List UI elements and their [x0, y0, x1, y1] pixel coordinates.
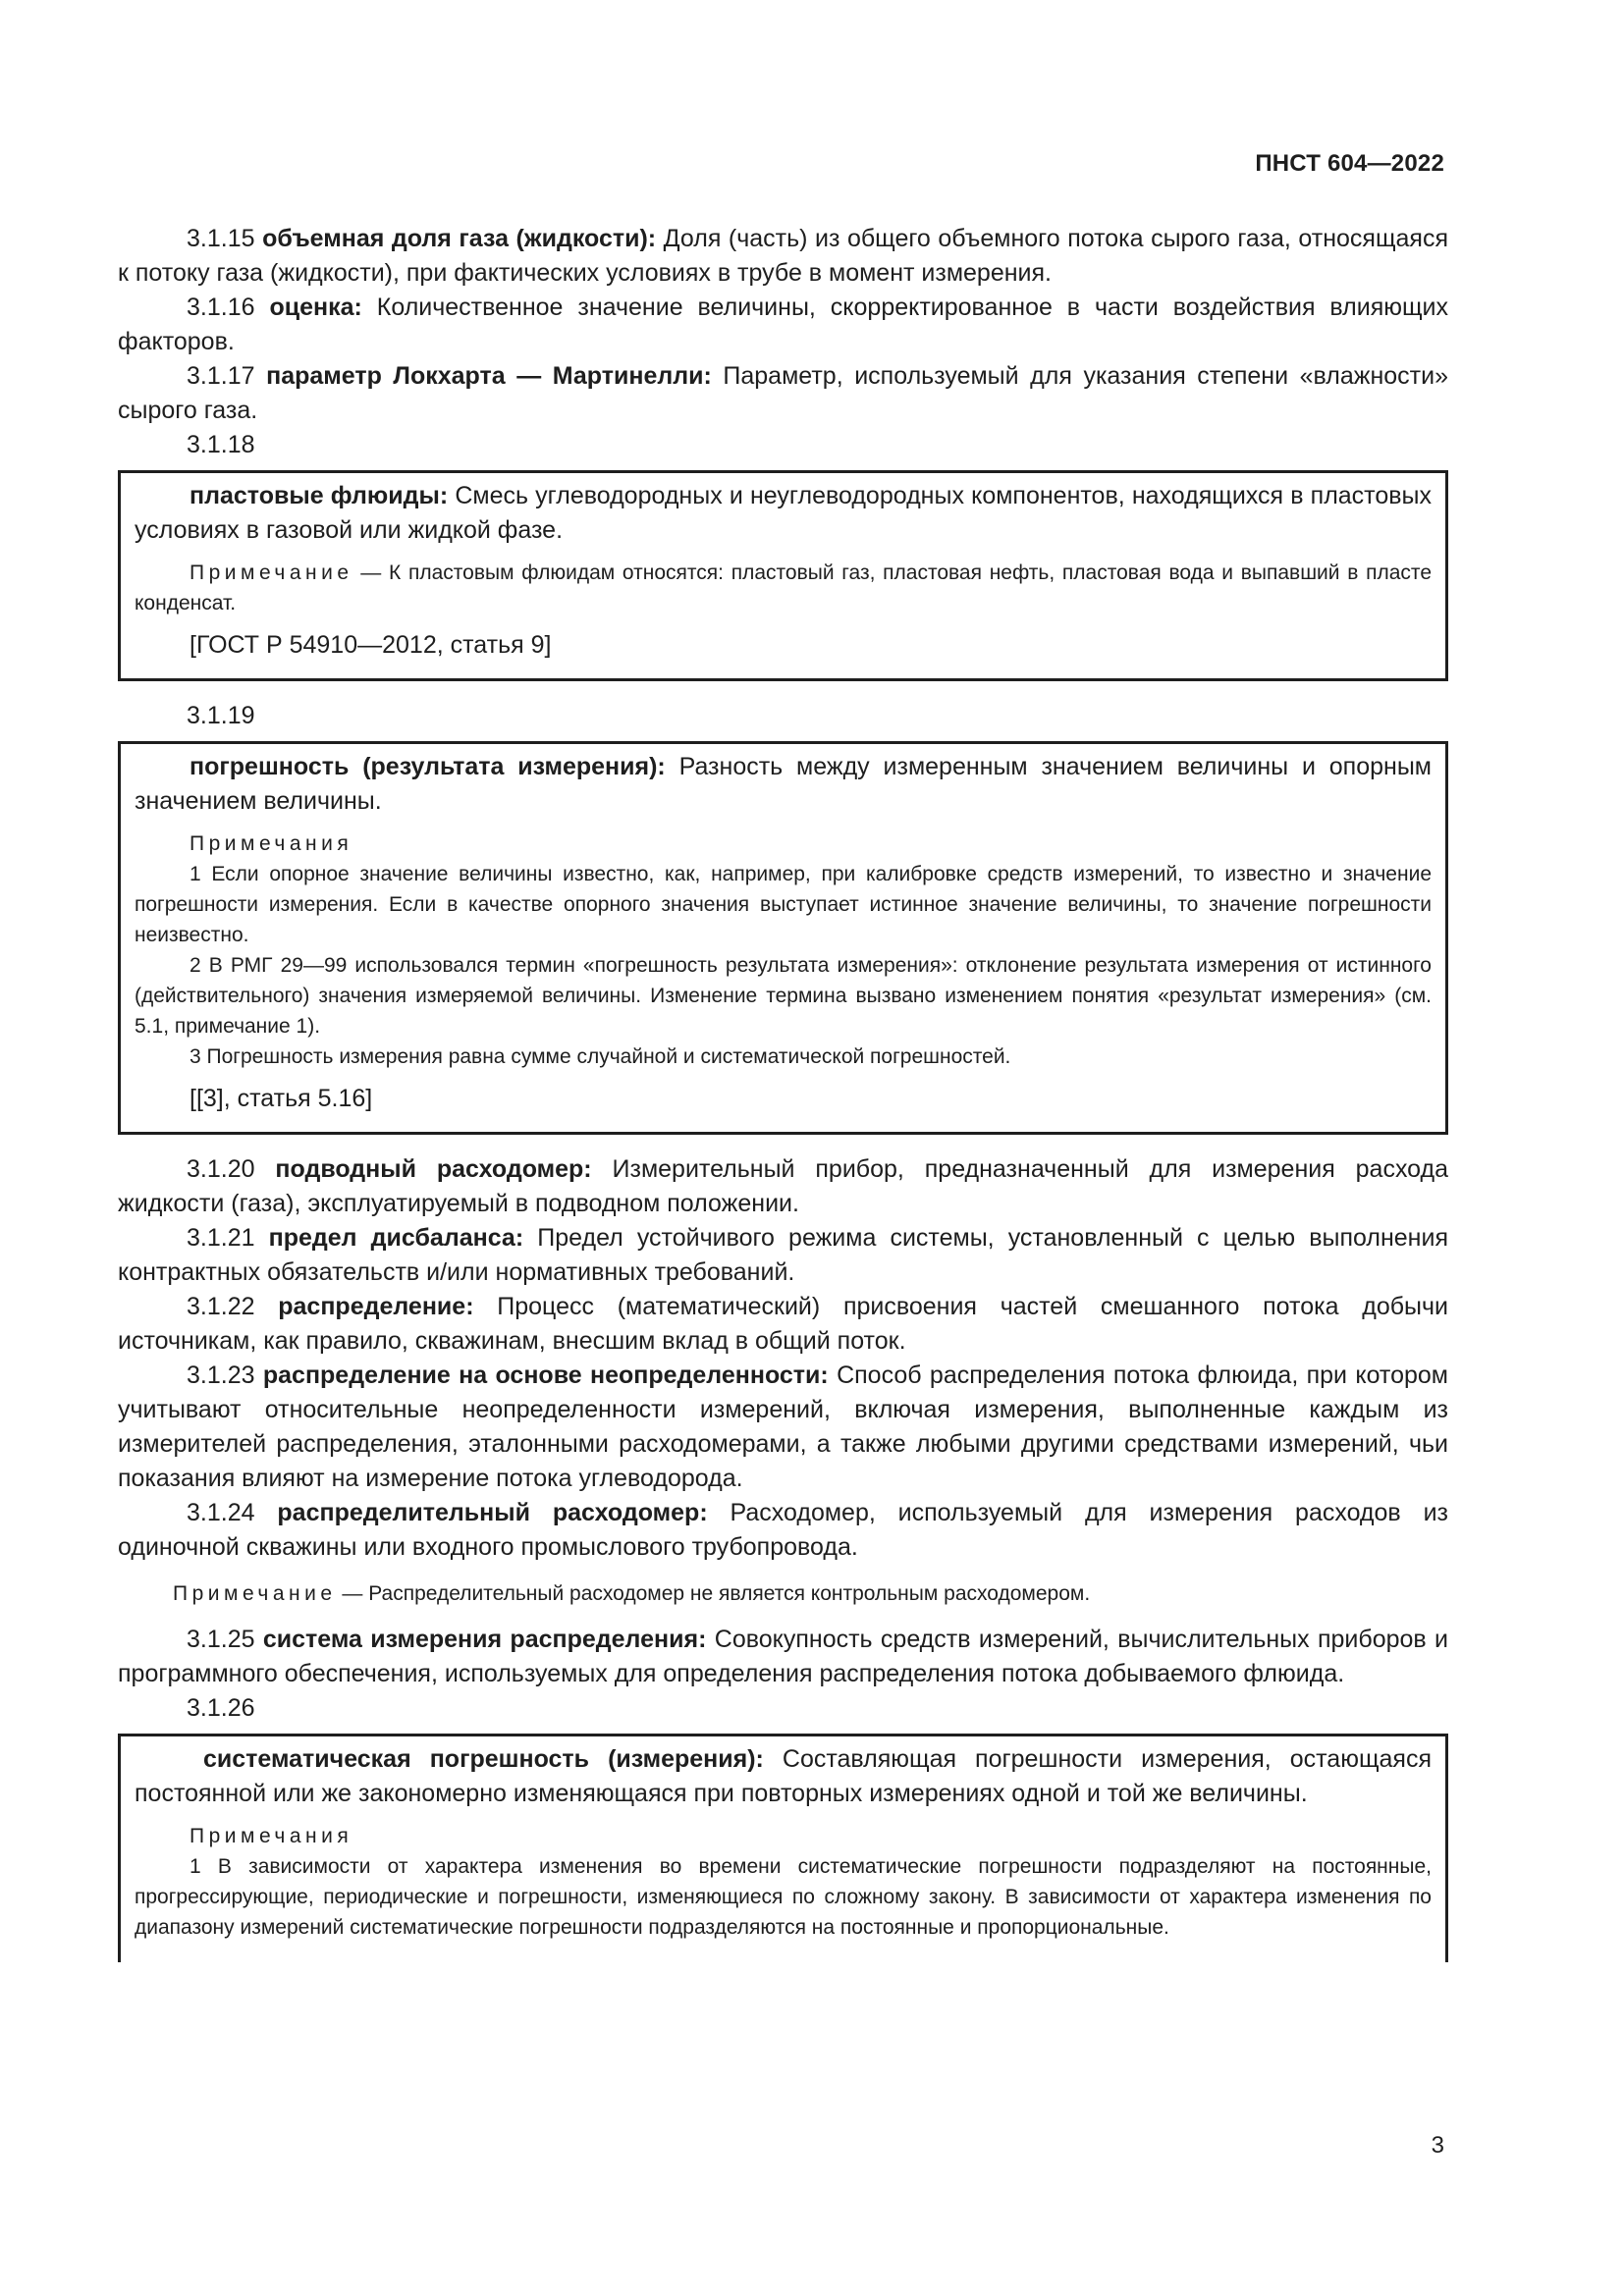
term-definition: Совокупность средств измерений, вычислительных приборов и программного обеспечения, используемых для определения распределения потока добываемого флюида.: [118, 1626, 1449, 1687]
term-number: 3.1.17: [187, 362, 255, 390]
term-title: погрешность (результата измерения):: [189, 753, 666, 780]
term-number: 3.1.24: [187, 1499, 255, 1526]
term-definition: Доля (часть) из общего объемного потока сырого газа, относящаяся к потоку газа (жидкости), при фактических условиях в трубе в момент измерения.: [118, 225, 1449, 287]
term-3-1-19: [135, 750, 1432, 819]
term-number: 3.1.22: [187, 1293, 255, 1320]
term-number: 3.1.15: [187, 225, 255, 252]
note-label: Примечание: [189, 561, 353, 584]
document-id: ПНСТ 604—2022: [1255, 150, 1444, 177]
term-box-3-1-18: [118, 470, 1448, 681]
term-number-3-1-19: 3.1.19: [187, 702, 255, 729]
term-number: 3.1.16: [187, 294, 255, 321]
page-number: 3: [1431, 2132, 1444, 2159]
term-title: система измерения распределения:: [262, 1626, 707, 1653]
note-item: 3 Погрешность измерения равна сумме случайной и систематической погрешностей.: [189, 1045, 1011, 1068]
term-number: 3.1.21: [187, 1224, 255, 1252]
term-definition: Составляющая погрешности измерения, остающаяся постоянной или же закономерно изменяющаяся при повторных измерениях одной и той же величины.: [135, 1745, 1432, 1807]
term-box-3-1-19: [118, 741, 1448, 1135]
term-definition: Измерительный прибор, предназначенный для измерения расхода жидкости (газа), эксплуатируемый в подводном положении.: [118, 1155, 1449, 1217]
term-3-1-26: [135, 1742, 1432, 1811]
term-box-3-1-26: [118, 1734, 1448, 1962]
term-3-1-24: [118, 1496, 1448, 1565]
note-item: 2 В РМГ 29—99 использовался термин «погрешность результата измерения»: отклонение результата измерения от истинного (действительного) значения измеряемой величины. Изменение термина вызвано изменением понятия «результат измерения» (см. 5.1, примечание 1).: [135, 954, 1432, 1038]
term-3-1-15: [118, 222, 1448, 291]
term-title: систематическая погрешность (измерения):: [203, 1745, 764, 1773]
term-title: распределение:: [278, 1293, 474, 1320]
term-3-1-20: [118, 1152, 1448, 1221]
term-definition: Разность между измеренным значением величины и опорным значением величины.: [135, 753, 1432, 815]
term-3-1-18: [135, 479, 1432, 548]
page-content: [118, 222, 1448, 1962]
note-item: 1 В зависимости от характера изменения во времени систематические погрешности подразделяют на постоянные, прогрессирующие, периодические и погрешности, изменяющиеся по сложному закону. В зависимости от характера изменения по диапазону измерений систематические погрешности подразделяются на постоянные и пропорциональные.: [135, 1855, 1432, 1939]
term-number: 3.1.20: [187, 1155, 255, 1183]
term-note: [135, 558, 1432, 618]
term-title: пластовые флюиды:: [189, 482, 449, 509]
notes-label: Примечания: [189, 1825, 353, 1847]
term-source: [ГОСТ Р 54910—2012, статья 9]: [189, 631, 552, 659]
notes-label: Примечания: [189, 832, 353, 855]
term-3-1-23: [118, 1359, 1448, 1496]
term-definition: Смесь углеводородных и неуглеводородных компонентов, находящихся в пластовых условиях в газовой или жидкой фазе.: [135, 482, 1433, 544]
term-title: распределение на основе неопределенности:: [262, 1362, 829, 1389]
term-number-3-1-26: 3.1.26: [187, 1694, 255, 1722]
term-3-1-22: [118, 1290, 1448, 1359]
note-text: — Распределительный расходомер не является контрольным расходомером.: [336, 1582, 1091, 1605]
term-title: подводный расходомер:: [275, 1155, 592, 1183]
note-label: Примечание: [173, 1582, 337, 1605]
term-definition: Параметр, используемый для указания степени «влажности» сырого газа.: [118, 362, 1449, 424]
term-definition: Количественное значение величины, скорректированное в части воздействия влияющих факторов.: [118, 294, 1449, 355]
note-text: — К пластовым флюидам относятся: пластовый газ, пластовая нефть, пластовая вода и выпавший в пласте конденсат.: [135, 561, 1432, 614]
term-3-1-17: [118, 359, 1448, 428]
term-definition: Процесс (математический) присвоения частей смешанного потока добычи источникам, как правило, скважинам, внесшим вклад в общий поток.: [118, 1293, 1448, 1355]
term-number-3-1-18: 3.1.18: [187, 431, 255, 458]
term-3-1-21: [118, 1221, 1448, 1290]
term-title: оценка:: [269, 294, 362, 321]
term-definition: Расходомер, используемый для измерения расходов из одиночной скважины или входного промыслового трубопровода.: [118, 1499, 1449, 1561]
term-title: объемная доля газа (жидкости):: [262, 225, 657, 252]
term-note: [118, 1578, 1448, 1609]
term-title: предел дисбаланса:: [268, 1224, 524, 1252]
term-definition: Способ распределения потока флюида, при котором учитывают относительные неопределенности измерений, включая измерения, выполненные каждым из измерителей распределения, эталонными расходомерами, а также любыми другими средствами измерений, чьи показания влияют на измерение потока углеводорода.: [118, 1362, 1448, 1492]
term-title: параметр Локхарта — Мартинелли:: [266, 362, 712, 390]
term-3-1-16: [118, 291, 1448, 359]
term-3-1-25: [118, 1623, 1448, 1691]
note-item: 1 Если опорное значение величины известно, как, например, при калибровке средств измерений, то известно и значение погрешности измерения. Если в качестве опорного значения выступает истинное значение величины, то значение погрешности неизвестно.: [135, 863, 1432, 946]
term-number: 3.1.25: [187, 1626, 255, 1653]
term-number: 3.1.23: [187, 1362, 255, 1389]
term-definition: Предел устойчивого режима системы, установленный с целью выполнения контрактных обязательств и/или нормативных требований.: [118, 1224, 1448, 1286]
term-title: распределительный расходомер:: [277, 1499, 708, 1526]
term-source: [[3], статья 5.16]: [189, 1085, 373, 1112]
